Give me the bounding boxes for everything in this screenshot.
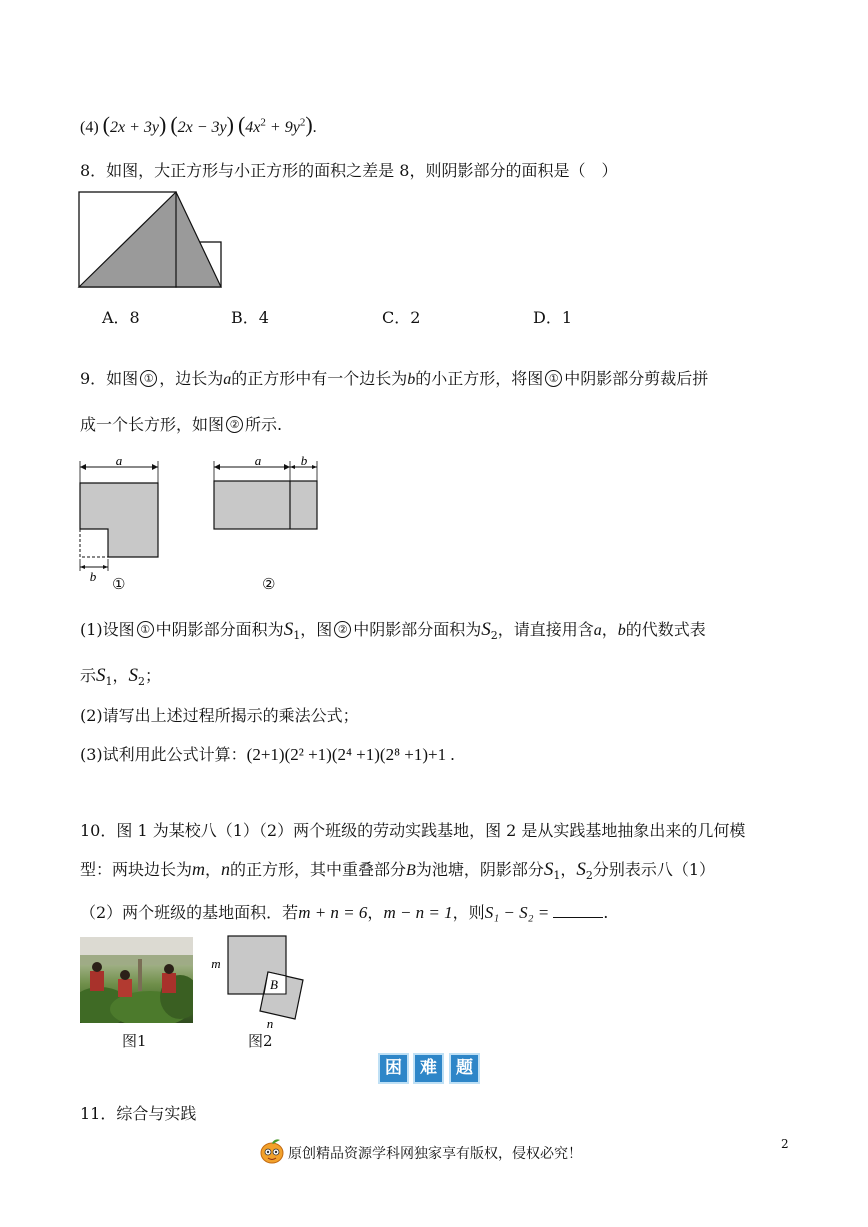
q10-photo bbox=[80, 937, 193, 1023]
q9-text: 中阴影部分面积为 bbox=[353, 620, 482, 639]
footer-logo-icon bbox=[259, 1137, 285, 1165]
q10-fig2-label-m: m bbox=[211, 956, 221, 971]
q9-text: ， bbox=[112, 666, 129, 685]
q9-text: 中阴影部分剪裁后拼 bbox=[564, 369, 709, 388]
q9-figure-2 bbox=[210, 455, 325, 535]
q9-s1: S bbox=[283, 619, 294, 640]
q9-text: ， bbox=[601, 620, 618, 639]
q10-eq3: S₁ − S₂ = bbox=[484, 903, 550, 922]
q10-s2: S bbox=[576, 859, 586, 880]
q9-sub1-line2: 示$S_1$，$S_2$； bbox=[80, 665, 162, 689]
q9-fig1-dashed bbox=[80, 529, 108, 557]
q9-text: 9．如图 bbox=[80, 369, 139, 388]
q9-sub3-expr: (2+1)(2² +1)(2⁴ +1)(2⁸ +1)+1 . bbox=[246, 745, 455, 764]
q9-text: 示 bbox=[80, 666, 97, 685]
section-badge-3: 题 bbox=[449, 1053, 480, 1084]
q9-circle-2: ② bbox=[226, 416, 243, 433]
q10-eq2: m − n = 1 bbox=[383, 903, 453, 922]
q10-text: 分别表示八（1） bbox=[592, 860, 716, 879]
q7-expr-b: 2x − 3y bbox=[177, 119, 227, 136]
q9-text: 的代数式表 bbox=[625, 620, 706, 639]
q9-text: ，请直接用含 bbox=[497, 620, 594, 639]
q9-s2-b: S bbox=[128, 665, 139, 686]
q10-var-m: m bbox=[192, 859, 206, 879]
q9-fig2-label-b: b bbox=[300, 453, 308, 468]
q9-text: 的小正方形，将图 bbox=[415, 369, 544, 388]
q7-expr-c1: 4x bbox=[245, 119, 261, 136]
q8-shaded-region bbox=[79, 192, 221, 287]
q9-sub1-line1: (1)设图 ① 中阴影部分面积为$S_1$，图 ② 中阴影部分面积为$S_2$，请直接用含a，b的代数式表 bbox=[80, 619, 706, 643]
q8-stem: 8．如图，大正方形与小正方形的面积之差是 8，则阴影部分的面积是（ ） bbox=[80, 161, 618, 180]
page-number: 2 bbox=[781, 1137, 789, 1151]
q9-circle-1: ① bbox=[140, 370, 157, 387]
section-badge-2: 难 bbox=[413, 1053, 444, 1084]
q9-text: ，边长为 bbox=[159, 369, 224, 388]
q10-text: ， bbox=[205, 860, 222, 879]
q9-figure-1 bbox=[76, 455, 166, 595]
q9-text: ，图 bbox=[300, 620, 333, 639]
q9-var-a-2: a bbox=[593, 622, 602, 639]
section-badge-1: 困 bbox=[378, 1053, 409, 1084]
q9-circle-1b: ① bbox=[545, 370, 562, 387]
q10-text: 的正方形，其中重叠部分 bbox=[230, 860, 407, 879]
q10-text: ， bbox=[367, 903, 384, 922]
q9-text: 成一个长方形，如图 bbox=[80, 415, 225, 434]
q8-option-b: B．4 bbox=[231, 308, 269, 327]
q9-var-b: b bbox=[407, 371, 416, 388]
q10-line1: 10．图 1 为某校八（1）（2）两个班级的劳动实践基地，图 2 是从实践基地抽象出来的几何模 bbox=[80, 821, 746, 840]
footer-copyright: 原创精品资源学科网独家享有版权，侵权必究！ bbox=[288, 1146, 582, 1162]
q9-text: 中阴影部分面积为 bbox=[155, 620, 284, 639]
q10-photo-scene bbox=[80, 937, 193, 1023]
q9-fig2-caption: ② bbox=[262, 575, 276, 593]
q10-eq1: m + n = 6 bbox=[298, 903, 368, 922]
q10-line2: 型：两块边长为m，n的正方形，其中重叠部分B为池塘，阴影部分$S_1$，$S_2$分别表示八（1） bbox=[80, 859, 716, 883]
q7-expr-a: 2x + 3y bbox=[109, 119, 159, 136]
q9-text: 所示. bbox=[245, 415, 283, 434]
q7-expr-c2: + 9y bbox=[265, 119, 300, 136]
q10-text: . bbox=[603, 903, 609, 922]
q10-fig2-label-n: n bbox=[266, 1016, 274, 1031]
q7-item4: (4) (2x + 3y) (2x − 3y) $(4x^2 + 9y^2)$. bbox=[80, 112, 317, 137]
q10-fig1-caption: 图1 bbox=[122, 1032, 147, 1050]
q11-stem: 11．综合与实践 bbox=[80, 1104, 197, 1123]
q10-var-B: B bbox=[406, 862, 416, 879]
q9-sub2: (2)请写出上述过程所揭示的乘法公式； bbox=[80, 706, 359, 725]
q7-end: . bbox=[312, 119, 317, 136]
q10-fig2-caption: 图2 bbox=[248, 1032, 273, 1050]
q9-fig1-caption: ① bbox=[112, 575, 126, 593]
q9-fig1-label-b: b bbox=[89, 569, 97, 584]
q9-s1-b: S bbox=[96, 665, 106, 686]
q10-var-n: n bbox=[221, 859, 231, 879]
q8-option-a: A．8 bbox=[102, 308, 140, 327]
q10-figure-2 bbox=[210, 930, 320, 1030]
q10-text: ，则 bbox=[452, 903, 485, 922]
q9-text: ； bbox=[145, 666, 162, 685]
q10-text: ， bbox=[560, 860, 577, 879]
q10-s1: S bbox=[543, 859, 554, 880]
q10-fig2-label-B: B bbox=[270, 977, 278, 992]
q9-text: (1)设图 bbox=[80, 620, 135, 639]
q10-text: （2）两个班级的基地面积．若 bbox=[80, 903, 299, 922]
q10-line3 bbox=[80, 900, 608, 923]
q9-s2: S bbox=[481, 619, 491, 640]
q10-text: 为池塘，阴影部分 bbox=[415, 860, 544, 879]
q9-fig2-rectangle bbox=[214, 481, 317, 529]
q8-option-d: D．1 bbox=[533, 308, 573, 327]
q9-var-a: a bbox=[223, 371, 232, 388]
q10-answer-blank[interactable] bbox=[553, 903, 603, 918]
q9-fig1-shaded bbox=[80, 483, 158, 557]
q9-var-b-2: b bbox=[617, 622, 626, 639]
q9-line1 bbox=[80, 366, 708, 389]
q9-circle-1c: ① bbox=[137, 621, 154, 638]
q8-option-c: C．2 bbox=[382, 308, 421, 327]
q8-figure bbox=[78, 190, 228, 290]
q7-item4-prefix: (4) bbox=[80, 119, 99, 136]
q10-text: 型：两块边长为 bbox=[80, 860, 193, 879]
q9-sub3-label: (3)试利用此公式计算： bbox=[80, 745, 247, 764]
q9-text: 的正方形中有一个边长为 bbox=[231, 369, 408, 388]
q9-fig1-label-a: a bbox=[115, 453, 123, 468]
q9-circle-2b: ② bbox=[334, 621, 351, 638]
q9-fig2-label-a: a bbox=[254, 453, 262, 468]
q9-line2 bbox=[80, 412, 282, 435]
q9-sub3 bbox=[80, 742, 455, 765]
